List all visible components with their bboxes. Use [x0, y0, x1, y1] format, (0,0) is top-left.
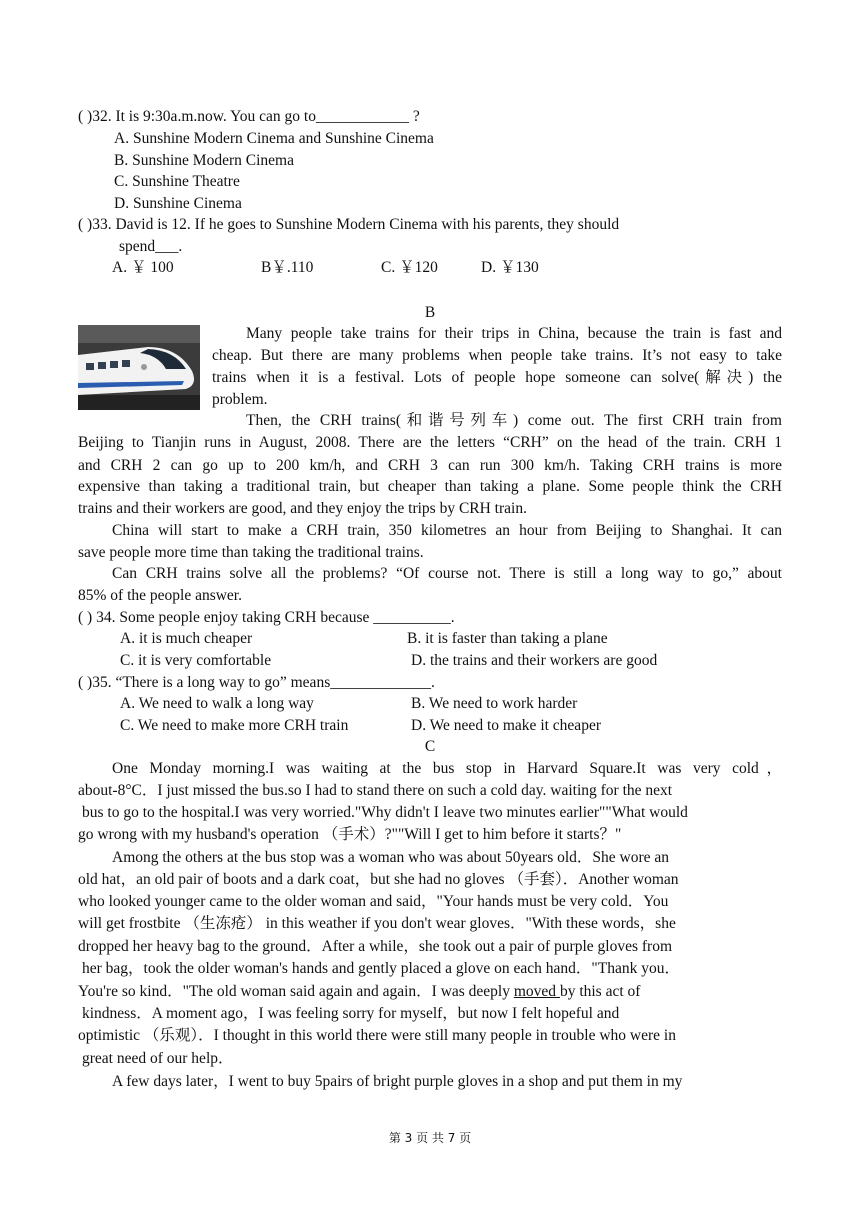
- section-c-p2-line4: will get frostbite （生冻疮） in this weather if you don't wear gloves．"With these words，she: [78, 915, 676, 932]
- section-b-p2-line1: Then, the CRH trains(和谐号列车) come out. The first CRH train from: [246, 412, 782, 429]
- section-c-p3-line1: A few days later，I went to buy 5pairs of bright purple gloves in a shop and put them in my: [112, 1073, 683, 1090]
- q35-stem: ( )35. “There is a long way to go” means_____________.: [78, 674, 435, 691]
- section-c-p2-line1: Among the others at the bus stop was a woman who was about 50years old．She wore an: [112, 849, 670, 866]
- section-b-p2-line5: trains and their workers are good, and they enjoy the trips by CRH train.: [78, 500, 527, 517]
- q32-option-d: D. Sunshine Cinema: [114, 195, 242, 212]
- q35-option-c: C. We need to make more CRH train: [120, 717, 349, 734]
- section-c-p2-line9: optimistic （乐观）．I thought in this world there were still many people in trouble who were in: [78, 1027, 676, 1044]
- section-c-p2-line5: dropped her heavy bag to the ground．After a while，she took out a pair of purple gloves from: [78, 938, 673, 955]
- crh-train-image: [78, 325, 200, 410]
- section-b-p1-line4: problem.: [212, 391, 268, 408]
- q35-option-a: A. We need to walk a long way: [120, 695, 314, 712]
- q35-option-d: D. We need to make it cheaper: [411, 717, 601, 734]
- q34-option-d: D. the trains and their workers are good: [411, 652, 658, 669]
- section-c-p1-line1: One Monday morning.I was waiting at the bus stop in Harvard Square.It was very cold，: [112, 760, 782, 777]
- section-b-p2-line2: Beijing to Tianjin runs in August, 2008. There are the letters “CRH” on the head of the train. CRH 1: [78, 434, 782, 451]
- section-c-p2-line8: kindness．A moment ago，I was feeling sorry for myself，but now I felt hopeful and: [82, 1005, 620, 1022]
- q33-option-a: A. ￥ 100: [112, 259, 174, 276]
- section-b-p2-line4: expensive than taking a traditional train, but cheaper than taking a plane. Some people think the CRH: [78, 478, 782, 495]
- section-c-p2-line2: old hat，an old pair of boots and a dark coat，but she had no gloves （手套）．Another woman: [78, 871, 679, 888]
- q32-option-b: B. Sunshine Modern Cinema: [114, 152, 294, 169]
- section-c-p2-line7: You're so kind．"The old woman said again and again．I was deeply moved by this act of: [78, 983, 641, 1000]
- q33-option-b: B￥.110: [261, 259, 314, 276]
- section-b-p1-line1: Many people take trains for their trips in China, because the train is fast and: [246, 325, 782, 342]
- section-c-p2-line10: great need of our help．: [82, 1050, 234, 1067]
- section-b-p2-line3: and CRH 2 can go up to 200 km/h, and CRH 3 can run 300 km/h. Taking CRH trains is more: [78, 457, 782, 474]
- section-c-heading: C: [424, 738, 436, 755]
- section-c-p2-line3: who looked younger came to the older woman and said，"Your hands must be very cold．You: [78, 893, 669, 910]
- section-b-heading: B: [424, 304, 436, 321]
- section-b-p4-line1: Can CRH trains solve all the problems? “Of course not. There is still a long way to go,” about: [112, 565, 782, 582]
- section-c-p1-line3: bus to go to the hospital.I was very worried."Why didn't I leave two minutes earlier""What would: [82, 804, 688, 821]
- section-b-p3-line1: China will start to make a CRH train, 350 kilometres an hour from Beijing to Shanghai. It can: [112, 522, 782, 539]
- q33-option-c: C. ￥120: [381, 259, 438, 276]
- section-c-p2-line6: her bag，took the older woman's hands and gently placed a glove on each hand．"Thank you．: [82, 960, 680, 977]
- q32-option-c: C. Sunshine Theatre: [114, 173, 240, 190]
- q35-option-b: B. We need to work harder: [411, 695, 578, 712]
- q33-stem-continued: spend___.: [119, 238, 183, 255]
- q34-option-c: C. it is very comfortable: [120, 652, 272, 669]
- section-b-p4-line2: 85% of the people answer.: [78, 587, 242, 604]
- page-footer: 第 3 页 共 7 页: [388, 1131, 472, 1145]
- section-b-p1-line2: cheap. But there are many problems when people take trains. It’s not easy to take: [212, 347, 782, 364]
- q33-option-d: D. ￥130: [481, 259, 539, 276]
- section-b-p3-line2: save people more time than taking the traditional trains.: [78, 544, 424, 561]
- section-b-p1-line3: trains when it is a festival. Lots of people hope someone can solve(解决) the: [212, 369, 782, 386]
- section-c-p1-line2: about-8°C．I just missed the bus.so I had to stand there on such a cold day. waiting for the next: [78, 782, 673, 799]
- q32-stem: ( )32. It is 9:30a.m.now. You can go to____________ ?: [78, 108, 420, 125]
- q32-option-a: A. Sunshine Modern Cinema and Sunshine Cinema: [114, 130, 434, 147]
- q34-option-a: A. it is much cheaper: [120, 630, 253, 647]
- section-c-p1-line4: go wrong with my husband's operation （手术）?""Will I get to him before it starts？": [78, 826, 622, 843]
- underlined-word-moved: moved: [513, 983, 560, 1000]
- q33-stem: ( )33. David is 12. If he goes to Sunshine Modern Cinema with his parents, they should: [78, 216, 620, 233]
- q34-option-b: B. it is faster than taking a plane: [407, 630, 608, 647]
- q34-stem: ( ) 34. Some people enjoy taking CRH because __________.: [78, 609, 455, 626]
